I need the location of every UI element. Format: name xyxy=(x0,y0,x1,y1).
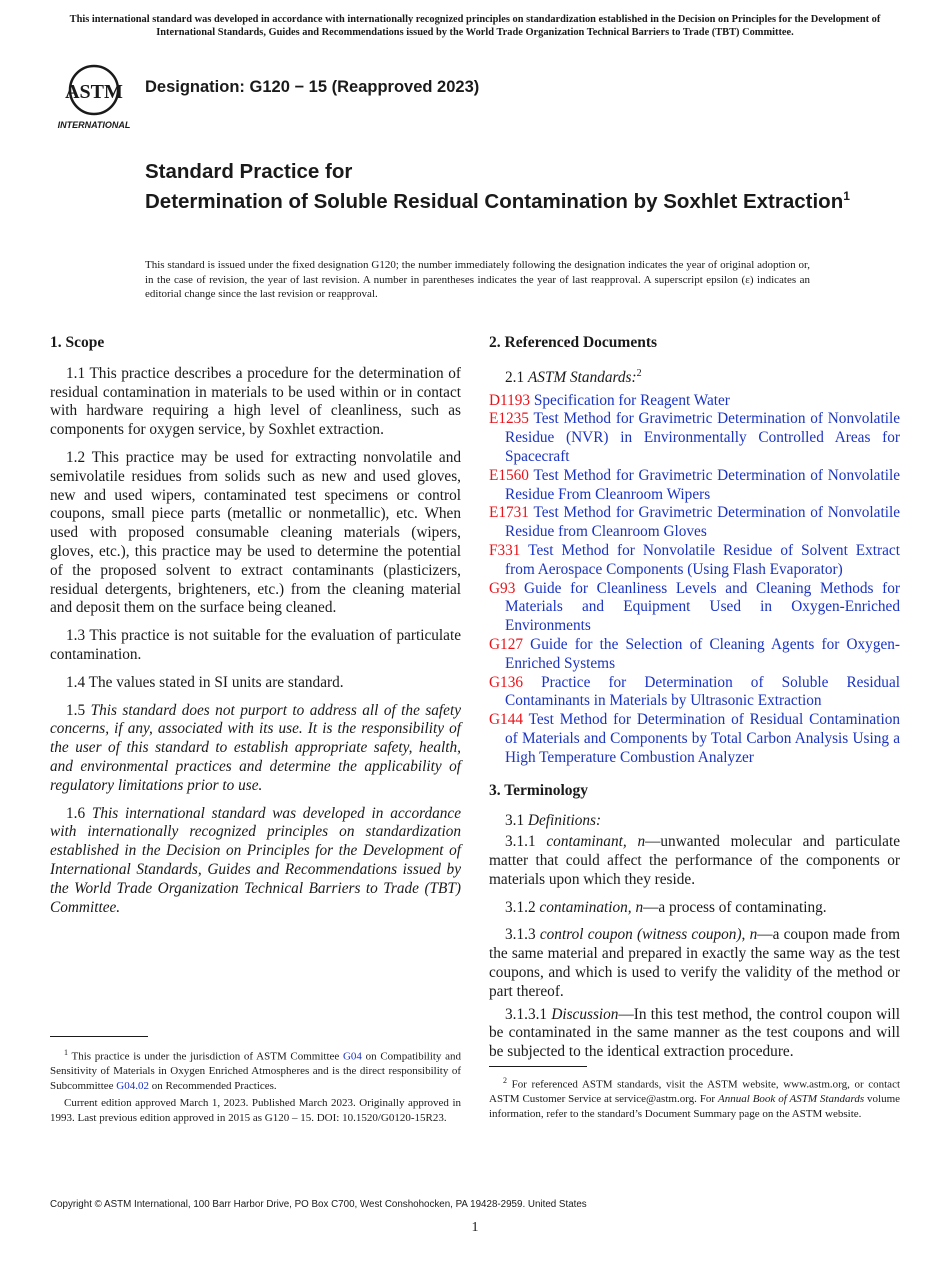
reference-code-link[interactable]: G136 xyxy=(489,673,523,691)
reference-code-link[interactable]: G144 xyxy=(489,711,523,729)
reference-item xyxy=(489,504,900,542)
reference-code-link[interactable]: G127 xyxy=(489,636,523,654)
reference-title-link[interactable]: Practice for Determination of Soluble Residual Contaminants in Materials by Ultrasonic Extraction xyxy=(505,673,900,710)
copyright-line: Copyright © ASTM International, 100 Barr Harbor Drive, PO Box C700, West Conshohocken, PA 19428-2959. United States xyxy=(50,1199,587,1210)
reference-list xyxy=(489,392,900,768)
logo-mark: ASTM xyxy=(65,81,123,103)
reference-item xyxy=(489,467,900,505)
definitions-label: 3.1 Definitions: xyxy=(505,812,602,830)
logo-wordmark: INTERNATIONAL xyxy=(57,120,131,130)
reference-item xyxy=(489,542,900,580)
reference-code-link[interactable]: E1731 xyxy=(489,504,529,522)
issued-note: This standard is issued under the fixed designation G120; the number immediately following the designation indicates the year of original adoption or, in the case of revision, the year of last revision. A number in parentheses indicates the year of last reapproval. A superscript epsilon (ε) indicates an editorial change since the last revision or reapproval. xyxy=(145,259,810,301)
reference-title-link[interactable]: Test Method for Gravimetric Determination of Nonvolatile Residue (NVR) in Environmentally Controlled Areas for Spacecraft xyxy=(505,410,900,466)
footnote-2-text: $^2$ For referenced ASTM standards, visit the ASTM website, www.astm.org, or contact ASTM Customer Service at service@astm.org. For Annual Book of ASTM Standards volume information, refer to the standard’s Document Summary page on the ASTM website. xyxy=(489,1076,901,1120)
reference-item xyxy=(489,711,900,767)
reference-item xyxy=(489,410,900,466)
right-column xyxy=(489,330,900,1071)
astm-logo xyxy=(54,60,134,132)
scope-1-1: 1.1 This practice describes a procedure for the determination of residual contamination in materials to be used within or in contact with hardware requiring a high level of cleanliness, such as components for oxygen service, by Soxhlet extraction. xyxy=(50,364,461,439)
reference-title-link[interactable]: Guide for Cleanliness Levels and Cleaning Methods for Materials and Equipment Used in Oxygen-Enriched Environments xyxy=(505,579,900,635)
reference-code-link[interactable]: E1235 xyxy=(489,410,529,428)
reference-code-link[interactable]: E1560 xyxy=(489,466,529,484)
committee-g04-link[interactable]: G04 xyxy=(342,1050,362,1063)
footnote-2 xyxy=(489,1074,900,1124)
scope-1-4: 1.4 The values stated in SI units are standard. xyxy=(66,673,344,691)
scope-1-6: 1.6 This international standard was developed in accordance with internationally recognized principles on standardization established in the Decision on Principles for the Development of International Standards, Guides and Recommendations issued by the World Trade Organization Technical Barriers to Trade (TBT) Committee. xyxy=(50,804,461,916)
page-number: 1 xyxy=(471,1220,479,1235)
reference-code-link[interactable]: G93 xyxy=(489,579,516,597)
footnote-1 xyxy=(50,1046,461,1129)
definition-contamination: 3.1.2 contamination, n—a process of contaminating. xyxy=(505,898,827,916)
reference-title-link[interactable]: Test Method for Determination of Residual Contamination of Materials and Components by Total Carbon Analysis Using a High Temperature Combustion Analyzer xyxy=(505,711,900,766)
left-column xyxy=(50,330,461,926)
reference-code-link[interactable]: D1193 xyxy=(489,391,531,409)
page-title xyxy=(145,160,865,214)
scope-1-5: 1.5 This standard does not purport to address all of the safety concerns, if any, associated with its use. It is the responsibility of the user of this standard to establish appropriate safety, health, and environmental practices and determine the applicability of regulatory limitations prior to use. xyxy=(50,701,462,794)
subcommittee-g04-02-link[interactable]: G04.02 xyxy=(116,1079,149,1092)
footnote-1-edition: Current edition approved March 1, 2023. Published March 2023. Originally approved in 1993. Last previous edition approved in 2015 as G120 – 15. DOI: 10.1520/G0120-15R23. xyxy=(50,1097,461,1125)
terminology-heading: 3. Terminology xyxy=(489,781,589,799)
reference-title-link[interactable]: Test Method for Gravimetric Determination of Nonvolatile Residue From Cleanroom Wipers xyxy=(505,466,900,503)
title-footnote-mark: 1 xyxy=(843,189,850,203)
definition-contaminant: 3.1.1 contaminant, n—unwanted molecular and particulate matter that could affect the performance of the components or materials upon which they reside. xyxy=(489,833,900,888)
reference-item xyxy=(489,392,900,411)
title-line-2: Determination of Soluble Residual Contamination by Soxhlet Extraction$^1$ xyxy=(145,189,850,213)
referenced-heading: 2. Referenced Documents xyxy=(489,334,658,351)
reference-item xyxy=(489,636,900,674)
reference-code-link[interactable]: F331 xyxy=(489,542,521,560)
footnote-1-jurisdiction: $^1$ This practice is under the jurisdiction of ASTM Committee G04 on Compatibility and Sensitivity of Materials in Oxygen Enriched Atmospheres and is the direct responsibility of Subcommittee G04.02 on Recommended Practices. xyxy=(50,1048,461,1092)
scope-1-3: 1.3 This practice is not suitable for the evaluation of particulate contamination. xyxy=(50,627,461,663)
footnote-rule-left xyxy=(50,1036,148,1037)
reference-title-link[interactable]: Guide for the Selection of Cleaning Agents for Oxygen-Enriched Systems xyxy=(505,636,900,672)
definition-control-coupon: 3.1.3 control coupon (witness coupon), n—a coupon made from the same material and prepared in exactly the same way as the test coupons, and which is used to verify the validity of the method or part thereof. xyxy=(489,926,901,1000)
scope-heading: 1. Scope xyxy=(50,334,105,351)
title-line-1: Standard Practice for xyxy=(145,160,353,183)
reference-title-link[interactable]: Test Method for Gravimetric Determination of Nonvolatile Residue from Cleanroom Gloves xyxy=(505,504,900,541)
footnote-rule-right xyxy=(489,1066,587,1067)
reference-item xyxy=(489,674,900,712)
astm-standards-label: 2.1 ASTM Standards:$^2$ xyxy=(505,367,642,386)
reference-title-link[interactable]: Specification for Reagent Water xyxy=(533,391,730,409)
wto-banner: This international standard was developed in accordance with internationally recognized principles on standardization established in the Decision on Principles for the Development of International Standards, Guides and Recommendations issued by the World Trade Organization Technical Barriers to Trade (TBT) Committee. xyxy=(69,14,881,38)
definition-discussion: 3.1.3.1 Discussion—In this test method, the control coupon will be contaminated in the same manner as the test coupons and will be subjected to the identical extraction procedure. xyxy=(489,1005,900,1061)
reference-title-link[interactable]: Test Method for Nonvolatile Residue of Solvent Extract from Aerospace Components (Using Flash Evaporator) xyxy=(505,542,900,578)
scope-1-2: 1.2 This practice may be used for extracting nonvolatile and semivolatile residues from solids such as new and used gloves, new and used wipers, contaminated test specimens or control coupons, small piece parts (metallic or nonmetallic), etc. When used with proposed consumable cleaning materials (wipers, gloves, etc.), this practice may be used to determine the potential of the proposed solvent to extract contaminants (plasticizers, residual detergents, brighteners, etc.) from the cleaning material and deposit them on the surface being cleaned. xyxy=(50,448,461,617)
reference-item xyxy=(489,580,900,636)
designation: Designation: G120 − 15 (Reapproved 2023) xyxy=(145,78,480,96)
